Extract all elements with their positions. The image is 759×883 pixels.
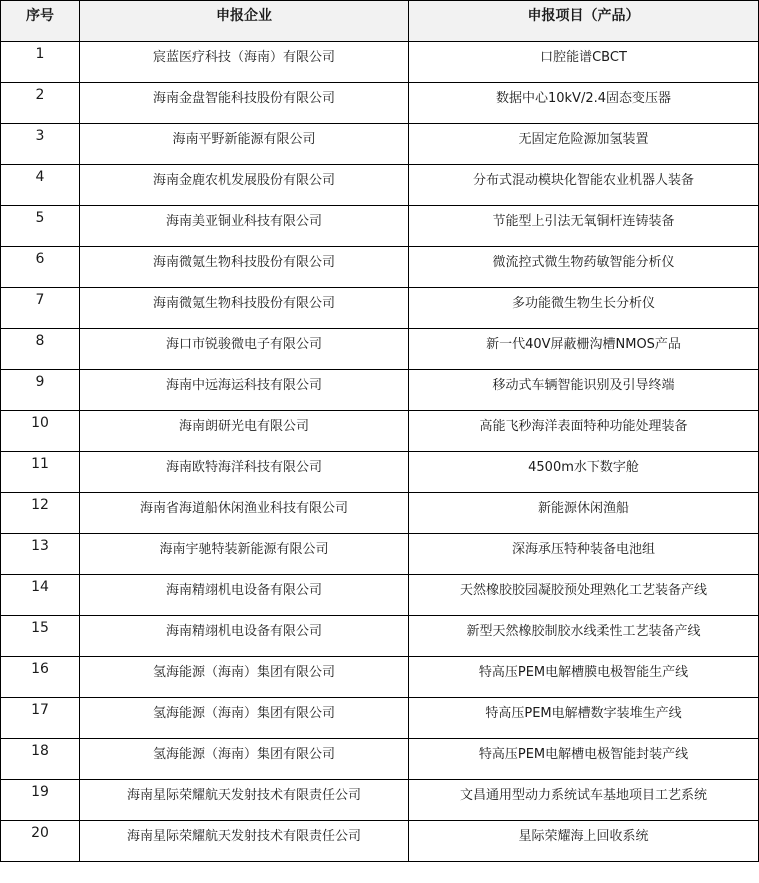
cell-company: 海南欧特海洋科技有限公司 xyxy=(80,452,409,493)
cell-serial-number: 8 xyxy=(1,329,80,370)
table-row xyxy=(1,124,759,165)
cell-project: 新能源休闲渔船 xyxy=(409,493,759,534)
cell-company: 海南微氪生物科技股份有限公司 xyxy=(80,288,409,329)
cell-company: 海南金盘智能科技股份有限公司 xyxy=(80,83,409,124)
table-row xyxy=(1,698,759,739)
cell-project: 新一代40V屏蔽栅沟槽NMOS产品 xyxy=(409,329,759,370)
cell-project: 4500m水下数字舱 xyxy=(409,452,759,493)
cell-serial-number: 7 xyxy=(1,288,80,329)
cell-serial-number: 14 xyxy=(1,575,80,616)
cell-company: 氢海能源（海南）集团有限公司 xyxy=(80,657,409,698)
cell-project: 口腔能谱CBCT xyxy=(409,42,759,83)
cell-company: 海南精翊机电设备有限公司 xyxy=(80,616,409,657)
cell-serial-number: 12 xyxy=(1,493,80,534)
cell-serial-number: 9 xyxy=(1,370,80,411)
cell-project: 新型天然橡胶制胶水线柔性工艺装备产线 xyxy=(409,616,759,657)
cell-serial-number: 1 xyxy=(1,42,80,83)
cell-serial-number: 6 xyxy=(1,247,80,288)
table-header-row xyxy=(1,1,759,42)
table-row xyxy=(1,370,759,411)
cell-project: 移动式车辆智能识别及引导终端 xyxy=(409,370,759,411)
table-row xyxy=(1,657,759,698)
cell-company: 海南美亚铜业科技有限公司 xyxy=(80,206,409,247)
table-row xyxy=(1,42,759,83)
cell-company: 海南星际荣耀航天发射技术有限责任公司 xyxy=(80,821,409,862)
cell-project: 天然橡胶胶园凝胶预处理熟化工艺装备产线 xyxy=(409,575,759,616)
cell-serial-number: 17 xyxy=(1,698,80,739)
cell-company: 海南微氪生物科技股份有限公司 xyxy=(80,247,409,288)
table-row xyxy=(1,534,759,575)
cell-company: 宸蓝医疗科技（海南）有限公司 xyxy=(80,42,409,83)
cell-serial-number: 11 xyxy=(1,452,80,493)
cell-company: 海南中远海运科技有限公司 xyxy=(80,370,409,411)
cell-company: 氢海能源（海南）集团有限公司 xyxy=(80,739,409,780)
cell-company: 海南宇驰特装新能源有限公司 xyxy=(80,534,409,575)
cell-serial-number: 15 xyxy=(1,616,80,657)
cell-company: 海口市锐骏微电子有限公司 xyxy=(80,329,409,370)
header-project: 申报项目（产品） xyxy=(409,1,759,42)
cell-serial-number: 2 xyxy=(1,83,80,124)
table-row xyxy=(1,83,759,124)
cell-project: 微流控式微生物药敏智能分析仪 xyxy=(409,247,759,288)
cell-company: 氢海能源（海南）集团有限公司 xyxy=(80,698,409,739)
cell-serial-number: 4 xyxy=(1,165,80,206)
table-row xyxy=(1,165,759,206)
cell-project: 特高压PEM电解槽膜电极智能生产线 xyxy=(409,657,759,698)
table-row xyxy=(1,616,759,657)
cell-company: 海南精翊机电设备有限公司 xyxy=(80,575,409,616)
cell-project: 星际荣耀海上回收系统 xyxy=(409,821,759,862)
header-company: 申报企业 xyxy=(80,1,409,42)
cell-serial-number: 5 xyxy=(1,206,80,247)
cell-company: 海南平野新能源有限公司 xyxy=(80,124,409,165)
cell-project: 分布式混动模块化智能农业机器人装备 xyxy=(409,165,759,206)
header-serial-number: 序号 xyxy=(1,1,80,42)
cell-company: 海南朗研光电有限公司 xyxy=(80,411,409,452)
cell-serial-number: 18 xyxy=(1,739,80,780)
table-row xyxy=(1,739,759,780)
cell-company: 海南金鹿农机发展股份有限公司 xyxy=(80,165,409,206)
cell-serial-number: 16 xyxy=(1,657,80,698)
table-row xyxy=(1,329,759,370)
cell-serial-number: 13 xyxy=(1,534,80,575)
cell-project: 数据中心10kV/2.4固态变压器 xyxy=(409,83,759,124)
cell-project: 多功能微生物生长分析仪 xyxy=(409,288,759,329)
table-row xyxy=(1,206,759,247)
table-row xyxy=(1,247,759,288)
table-row xyxy=(1,411,759,452)
cell-serial-number: 20 xyxy=(1,821,80,862)
table-row xyxy=(1,288,759,329)
cell-serial-number: 19 xyxy=(1,780,80,821)
cell-serial-number: 3 xyxy=(1,124,80,165)
table-row xyxy=(1,575,759,616)
table-row xyxy=(1,493,759,534)
table-row xyxy=(1,452,759,493)
table-row xyxy=(1,821,759,862)
cell-project: 节能型上引法无氧铜杆连铸装备 xyxy=(409,206,759,247)
cell-project: 无固定危险源加氢装置 xyxy=(409,124,759,165)
cell-project: 高能飞秒海洋表面特种功能处理装备 xyxy=(409,411,759,452)
cell-company: 海南星际荣耀航天发射技术有限责任公司 xyxy=(80,780,409,821)
cell-company: 海南省海道船休闲渔业科技有限公司 xyxy=(80,493,409,534)
table-row xyxy=(1,780,759,821)
cell-serial-number: 10 xyxy=(1,411,80,452)
cell-project: 特高压PEM电解槽电极智能封装产线 xyxy=(409,739,759,780)
cell-project: 深海承压特种装备电池组 xyxy=(409,534,759,575)
cell-project: 特高压PEM电解槽数字装堆生产线 xyxy=(409,698,759,739)
cell-project: 文昌通用型动力系统试车基地项目工艺系统 xyxy=(409,780,759,821)
